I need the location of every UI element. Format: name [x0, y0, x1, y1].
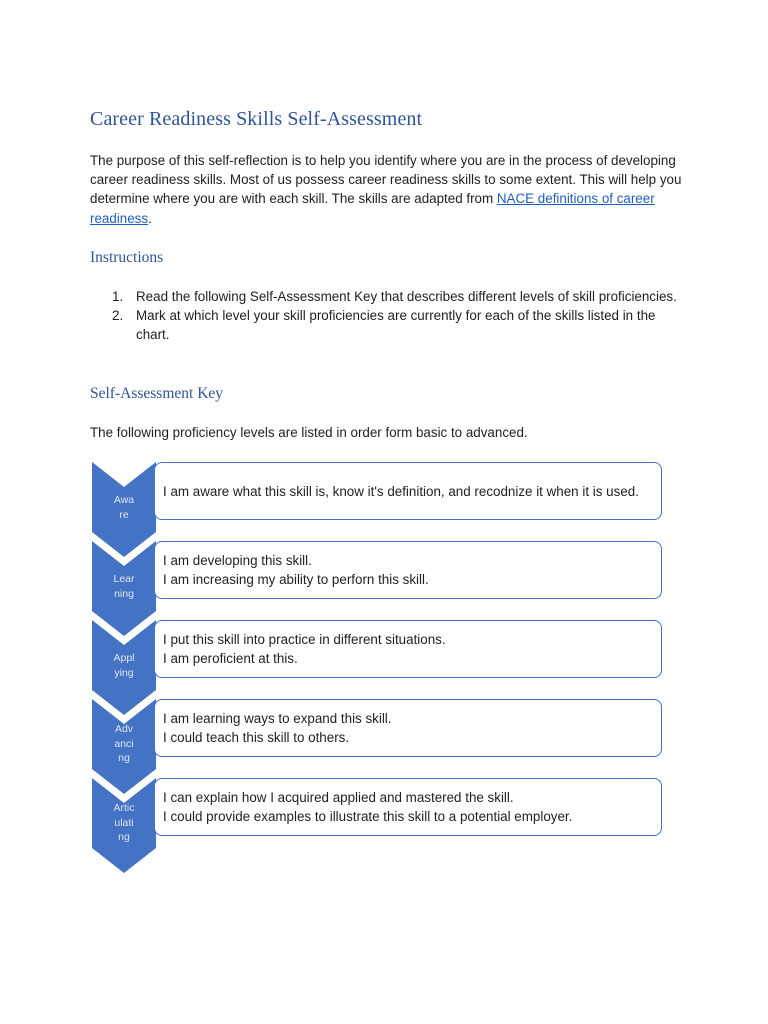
instructions-heading: Instructions	[90, 249, 164, 266]
level-articulating	[0, 778, 768, 873]
level-label	[92, 651, 156, 680]
level-description-box	[154, 462, 662, 520]
level-label-line: ning	[114, 587, 134, 600]
level-label-line: Appl	[113, 652, 135, 664]
level-label	[92, 722, 156, 766]
level-label-line: ng	[118, 752, 130, 764]
intro-paragraph	[90, 151, 690, 228]
list-item-number: 1.	[112, 289, 124, 304]
level-label-line: ulati	[114, 816, 134, 829]
description-line: I am increasing my ability to perforn this skill.	[163, 572, 429, 588]
level-label	[92, 801, 156, 845]
list-item-text: Read the following Self-Assessment Key that describes different levels of skill proficiencies.	[136, 289, 677, 304]
intro-text-end: .	[148, 210, 152, 226]
description-line: I am peroficient at this.	[163, 651, 298, 667]
level-label-line: ng	[118, 831, 130, 843]
level-label-line: Lear	[113, 573, 135, 585]
level-description-box	[154, 778, 662, 836]
intro-text: The purpose of this self-reflection is to help you identify where you are in the process of developing career readiness skills. Most of us possess career readiness skills to some extent. This will help you determine where you are with each skill. The skills are adapted from	[90, 153, 682, 207]
description-line: I am learning ways to expand this skill.	[163, 711, 392, 726]
description-line: I can explain how I acquired applied and mastered the skill.	[163, 790, 514, 805]
level-description-box	[154, 620, 662, 678]
level-label	[92, 493, 156, 522]
level-description-box	[154, 699, 662, 757]
level-label	[92, 572, 156, 601]
level-description-box	[154, 541, 662, 599]
level-description	[163, 630, 655, 668]
description-line: I could provide examples to illustrate this skill to a potential employer.	[163, 809, 573, 825]
level-label-line: Artic	[113, 802, 135, 814]
level-label-line: anci	[114, 737, 134, 750]
list-item-text: Mark at which level your skill proficiencies are currently for each of the skills listed in the chart.	[136, 308, 656, 343]
instructions-list	[90, 287, 690, 345]
list-item-number: 2.	[112, 308, 124, 324]
self-assessment-key-heading: Self-Assessment Key	[90, 385, 224, 402]
page-title: Career Readiness Skills Self-Assessment	[90, 108, 423, 130]
key-intro-paragraph: The following proficiency levels are listed in order form basic to advanced.	[90, 425, 528, 440]
list-item	[90, 306, 690, 344]
level-description	[163, 482, 655, 501]
level-description	[163, 709, 655, 747]
level-label-line: re	[119, 508, 129, 521]
description-line: I am aware what this skill is, know it's definition, and recodnize it when it is used.	[163, 484, 639, 499]
description-line: I am developing this skill.	[163, 553, 312, 568]
level-label-line: Awa	[113, 494, 135, 506]
description-line: I could teach this skill to others.	[163, 730, 350, 746]
list-item	[90, 287, 690, 306]
level-label-line: ying	[114, 666, 134, 679]
description-line: I put this skill into practice in different situations.	[163, 632, 446, 647]
level-description	[163, 788, 655, 826]
level-description	[163, 551, 655, 589]
level-label-line: Adv	[114, 723, 134, 735]
nace-definitions-link[interactable]: NACE definitions of career readiness	[90, 191, 655, 226]
